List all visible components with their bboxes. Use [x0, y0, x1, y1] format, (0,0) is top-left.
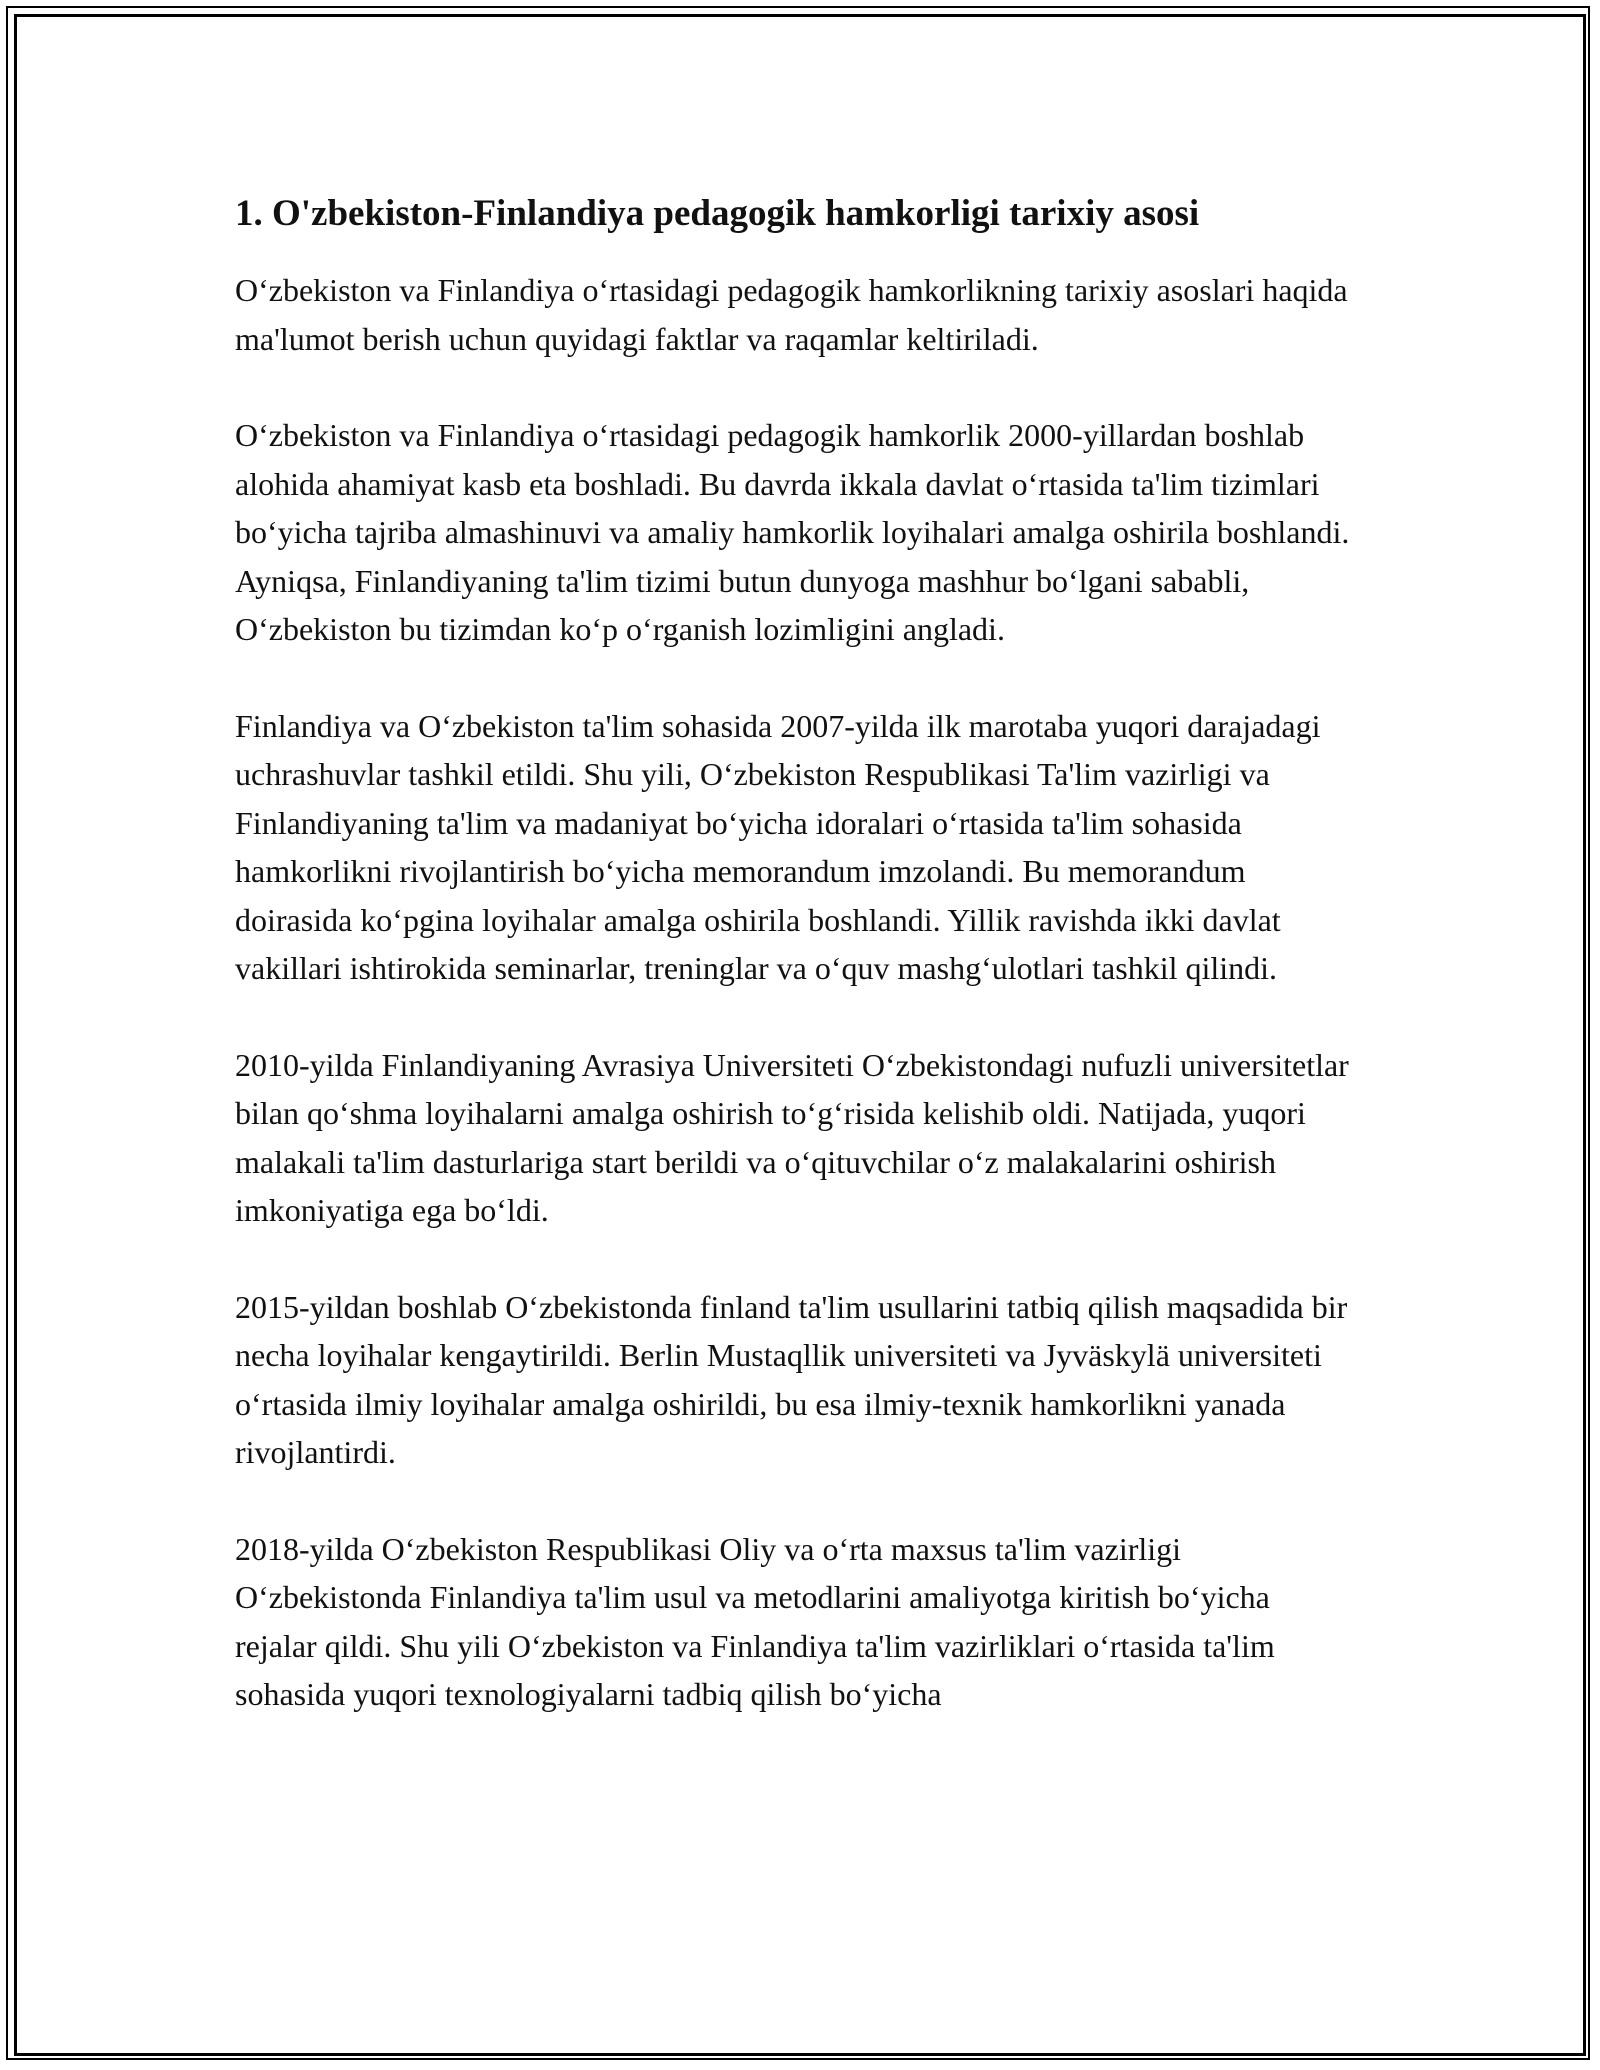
document-body: [235, 188, 1355, 1767]
paragraph-2007: Finlandiya va O‘zbekiston ta'lim sohasida 2007-yilda ilk marotaba yuqori darajadagi uchrashuvlar tashkil etildi. Shu yili, O‘zbekiston Respublikasi Ta'lim vazirligi va Finlandiyaning ta'lim va madaniyat bo‘yicha idoralari o‘rtasida ta'lim sohasida hamkorlikni rivojlantirish bo‘yicha memorandum imzolandi. Bu memorandum doirasida ko‘pgina loyihalar amalga oshirila boshlandi. Yillik ravishda ikki davlat vakillari ishtirokida seminarlar, treninglar va o‘quv mashg‘ulotlari tashkil qilindi.: [235, 707, 1321, 986]
paragraph-intro: O‘zbekiston va Finlandiya o‘rtasidagi pedagogik hamkorlikning tarixiy asoslari haqida ma'lumot berish uchun quyidagi faktlar va raqamlar keltiriladi.: [235, 272, 1348, 357]
section-heading: 1. O'zbekiston-Finlandiya pedagogik hamkorligi tarixiy asosi: [235, 193, 1200, 234]
paragraph-2000s: O‘zbekiston va Finlandiya o‘rtasidagi pedagogik hamkorlik 2000-yillardan boshlab alohida ahamiyat kasb eta boshladi. Bu davrda ikkala davlat o‘rtasida ta'lim tizimlari bo‘yicha tajriba almashinuvi va amaliy hamkorlik loyihalari amalga oshirila boshlandi. Ayniqsa, Finlandiyaning ta'lim tizimi butun dunyoga mashhur bo‘lgani sababli, O‘zbekiston bu tizimdan ko‘p o‘rganish lozimligini angladi.: [235, 417, 1350, 647]
paragraph-2015: 2015-yildan boshlab O‘zbekistonda finland ta'lim usullarini tatbiq qilish maqsadida bir necha loyihalar kengaytirildi. Berlin Mustaqllik universiteti va Jyväskylä universiteti o‘rtasida ilmiy loyihalar amalga oshirildi, bu esa ilmiy-texnik hamkorlikni yanada rivojlantirdi.: [235, 1288, 1348, 1470]
paragraph-2018: 2018-yilda O‘zbekiston Respublikasi Oliy va o‘rta maxsus ta'lim vazirligi O‘zbekistonda Finlandiya ta'lim usul va metodlarini amaliyotga kiritish bo‘yicha rejalar qildi. Shu yili O‘zbekiston va Finlandiya ta'lim vazirliklari o‘rtasida ta'lim sohasida yuqori texnologiyalarni tadbiq qilish bo‘yicha: [235, 1530, 1275, 1712]
paragraph-2010: 2010-yilda Finlandiyaning Avrasiya Universiteti O‘zbekistondagi nufuzli universitetlar bilan qo‘shma loyihalarni amalga oshirish to‘g‘risida kelishib oldi. Natijada, yuqori malakali ta'lim dasturlariga start berildi va o‘qituvchilar o‘z malakalarini oshirish imkoniyatiga ega bo‘ldi.: [235, 1046, 1349, 1228]
